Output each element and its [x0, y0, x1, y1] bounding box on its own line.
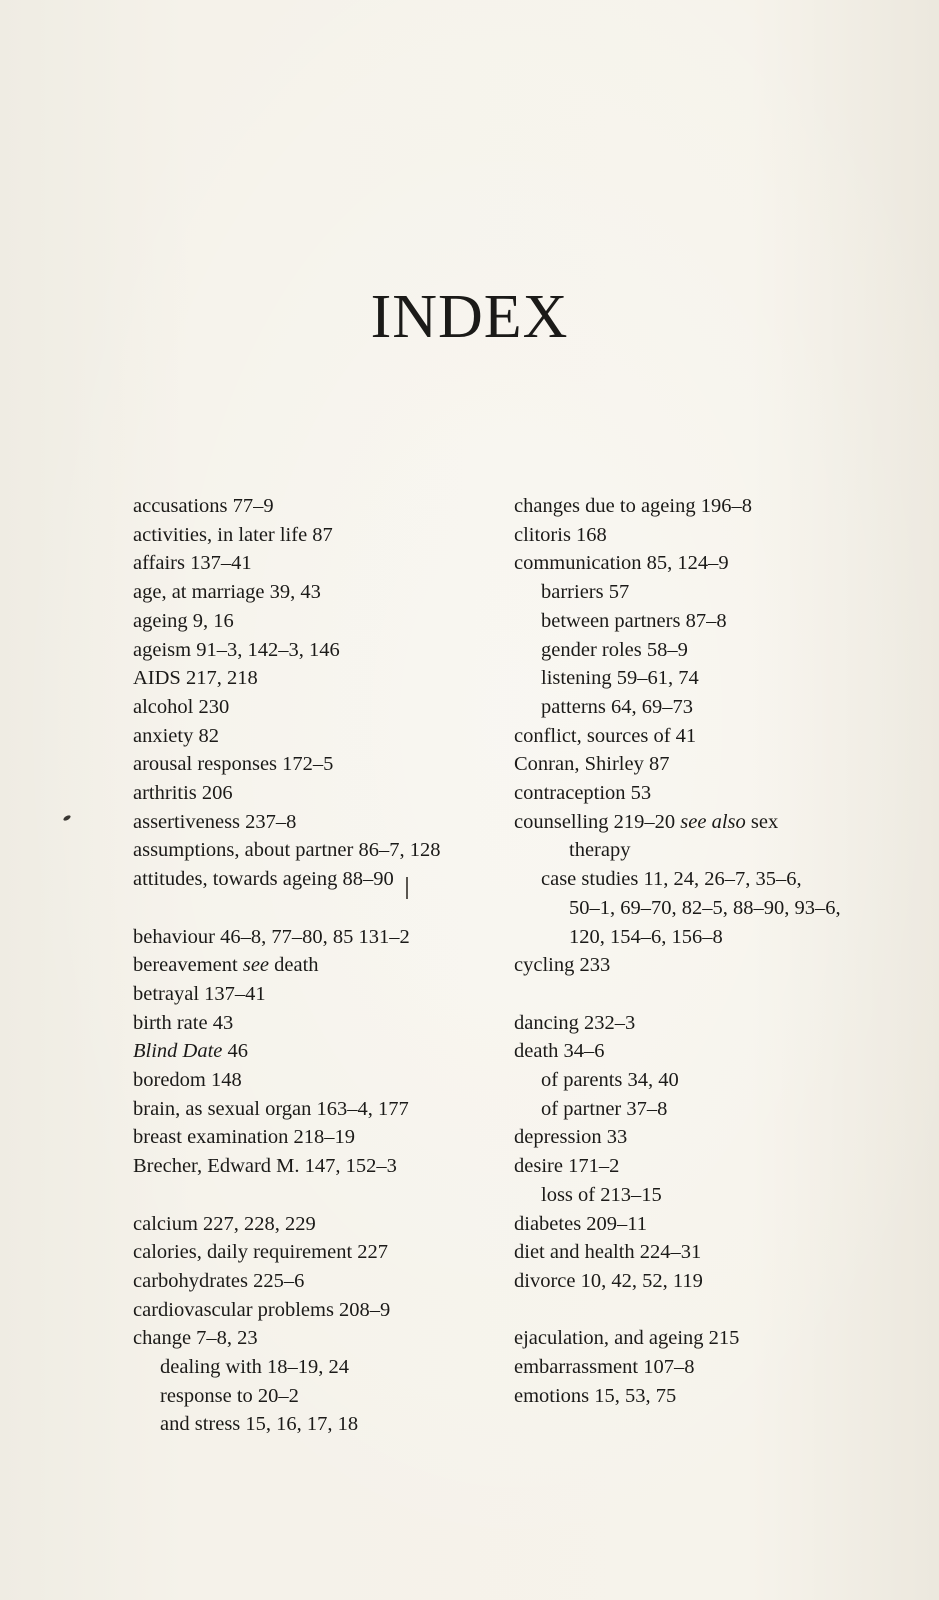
index-entry — [133, 1095, 503, 1124]
entry-text: ageing 9, 16 — [133, 609, 234, 632]
index-entry — [133, 1009, 503, 1038]
index-entry — [514, 1267, 884, 1296]
entry-text: change 7–8, 23 — [133, 1327, 258, 1350]
entry-text: calcium 227, 228, 229 — [133, 1212, 316, 1235]
entry-text: of parents 34, 40 — [541, 1069, 679, 1092]
entry-text: cycling 233 — [514, 954, 611, 977]
index-entry — [133, 1037, 503, 1066]
index-entry — [133, 1324, 503, 1353]
index-entry — [133, 750, 503, 779]
index-entry — [514, 951, 884, 980]
entry-text: clitoris 168 — [514, 523, 607, 546]
index-entry — [133, 693, 503, 722]
entry-italic: Blind Date — [133, 1040, 223, 1063]
index-entry — [133, 722, 503, 751]
entry-suffix: sex — [745, 810, 779, 833]
entry-text: therapy — [569, 839, 631, 862]
index-subentry — [514, 664, 884, 693]
index-entry — [133, 865, 503, 894]
index-entry — [514, 808, 884, 837]
entry-text: response to 20–2 — [160, 1384, 299, 1407]
entry-text: accusations 77–9 — [133, 495, 274, 517]
index-entry — [514, 521, 884, 550]
entry-text: ejaculation, and ageing 215 — [514, 1327, 740, 1350]
index-spacer — [514, 980, 884, 1009]
entry-text: ageism 91–3, 142–3, 146 — [133, 638, 340, 661]
entry-text: divorce 10, 42, 52, 119 — [514, 1269, 703, 1292]
index-entry — [133, 549, 503, 578]
index-entry — [514, 1353, 884, 1382]
entry-text: assertiveness 237–8 — [133, 810, 297, 833]
page-title: INDEX — [370, 283, 569, 351]
entry-text: 50–1, 69–70, 82–5, 88–90, 93–6, — [569, 896, 841, 919]
index-entry — [133, 664, 503, 693]
index-subentry — [514, 836, 884, 865]
index-entry — [133, 1267, 503, 1296]
index-entry — [514, 1037, 884, 1066]
index-entry — [133, 1152, 503, 1181]
entry-text: diet and health 224–31 — [514, 1241, 702, 1264]
entry-text: betrayal 137–41 — [133, 982, 266, 1005]
index-entry — [514, 1009, 884, 1038]
index-entry — [514, 750, 884, 779]
index-subentry — [133, 1410, 503, 1439]
entry-text: brain, as sexual organ 163–4, 177 — [133, 1097, 409, 1120]
index-subentry — [514, 1066, 884, 1095]
entry-text: arthritis 206 — [133, 782, 233, 805]
entry-text: assumptions, about partner 86–7, 128 — [133, 839, 441, 862]
entry-text: affairs 137–41 — [133, 552, 252, 575]
entry-text: Conran, Shirley 87 — [514, 753, 670, 776]
entry-text: diabetes 209–11 — [514, 1212, 648, 1235]
index-entry — [514, 1210, 884, 1239]
index-subentry — [514, 1181, 884, 1210]
entry-text: arousal responses 172–5 — [133, 753, 334, 776]
index-subentry — [514, 693, 884, 722]
entry-text: boredom 148 — [133, 1069, 242, 1092]
index-entry — [133, 1066, 503, 1095]
entry-text: alcohol 230 — [133, 695, 230, 718]
entry-suffix: death — [269, 954, 319, 977]
index-entry — [133, 521, 503, 550]
entry-text: barriers 57 — [541, 581, 630, 604]
index-subentry — [514, 578, 884, 607]
entry-text: gender roles 58–9 — [541, 638, 688, 661]
entry-text: listening 59–61, 74 — [541, 667, 699, 690]
index-entry — [133, 951, 503, 980]
entry-text: conflict, sources of 41 — [514, 724, 697, 747]
index-entry — [514, 1238, 884, 1267]
index-subentry — [514, 607, 884, 636]
entry-text: of partner 37–8 — [541, 1097, 668, 1120]
index-subentry — [514, 1095, 884, 1124]
entry-text: dealing with 18–19, 24 — [160, 1356, 350, 1379]
entry-text: emotions 15, 53, 75 — [514, 1384, 677, 1407]
entry-text: communication 85, 124–9 — [514, 552, 729, 575]
index-spacer — [133, 894, 503, 923]
index-entry — [133, 779, 503, 808]
index-spacer — [133, 1181, 503, 1210]
index-entry — [133, 1296, 503, 1325]
entry-text: patterns 64, 69–73 — [541, 695, 694, 718]
entry-text: activities, in later life 87 — [133, 523, 333, 546]
index-column-left — [133, 492, 503, 1439]
entry-text: age, at marriage 39, 43 — [133, 581, 321, 604]
entry-suffix: 46 — [222, 1040, 249, 1063]
index-subentry — [514, 865, 884, 894]
index-subentry — [133, 1382, 503, 1411]
entry-text: loss of 213–15 — [541, 1183, 662, 1206]
entry-text: birth rate 43 — [133, 1011, 234, 1034]
entry-text: calories, daily requirement 227 — [133, 1241, 389, 1264]
entry-text: AIDS 217, 218 — [133, 667, 258, 690]
index-entry — [133, 1123, 503, 1152]
index-entry — [514, 779, 884, 808]
index-entry — [133, 492, 503, 521]
entry-text: anxiety 82 — [133, 724, 219, 747]
index-entry — [514, 1152, 884, 1181]
entry-text: embarrassment 107–8 — [514, 1356, 695, 1379]
index-entry — [514, 492, 884, 521]
entry-text: death 34–6 — [514, 1040, 605, 1063]
index-entry — [514, 722, 884, 751]
entry-text: Brecher, Edward M. 147, 152–3 — [133, 1155, 397, 1178]
entry-text: bereavement — [133, 954, 238, 977]
index-entry — [514, 1123, 884, 1152]
entry-text: between partners 87–8 — [541, 609, 727, 632]
entry-text: cardiovascular problems 208–9 — [133, 1298, 391, 1321]
index-entry — [514, 1324, 884, 1353]
index-entry — [133, 923, 503, 952]
index-entry — [133, 636, 503, 665]
entry-text: depression 33 — [514, 1126, 628, 1149]
index-subentry — [514, 636, 884, 665]
ink-spot — [63, 814, 72, 821]
entry-text: changes due to ageing 196–8 — [514, 495, 752, 517]
entry-text: behaviour 46–8, 77–80, 85 131–2 — [133, 925, 410, 948]
entry-text: contraception 53 — [514, 782, 652, 805]
index-entry — [133, 808, 503, 837]
index-spacer — [514, 1296, 884, 1325]
entry-text: counselling 219–20 — [514, 810, 676, 833]
entry-text: dancing 232–3 — [514, 1011, 636, 1034]
entry-italic: see also — [680, 810, 746, 833]
entry-text: breast examination 218–19 — [133, 1126, 356, 1149]
index-subentry — [133, 1353, 503, 1382]
index-entry — [133, 980, 503, 1009]
entry-text: desire 171–2 — [514, 1155, 620, 1178]
entry-text: carbohydrates 225–6 — [133, 1269, 305, 1292]
index-entry — [133, 1238, 503, 1267]
index-column-right — [514, 492, 884, 1410]
entry-text: 120, 154–6, 156–8 — [569, 925, 723, 948]
entry-text: attitudes, towards ageing 88–90 — [133, 868, 394, 891]
entry-text: case studies 11, 24, 26–7, 35–6, — [541, 868, 802, 891]
index-subentry — [514, 894, 884, 923]
index-entry — [133, 607, 503, 636]
entry-text: and stress 15, 16, 17, 18 — [160, 1413, 359, 1436]
index-subentry — [514, 923, 884, 952]
index-entry — [133, 836, 503, 865]
index-entry — [133, 578, 503, 607]
index-entry — [133, 1210, 503, 1239]
index-entry — [514, 1382, 884, 1411]
index-entry — [514, 549, 884, 578]
pencil-mark — [406, 877, 408, 899]
entry-italic: see — [242, 954, 270, 977]
